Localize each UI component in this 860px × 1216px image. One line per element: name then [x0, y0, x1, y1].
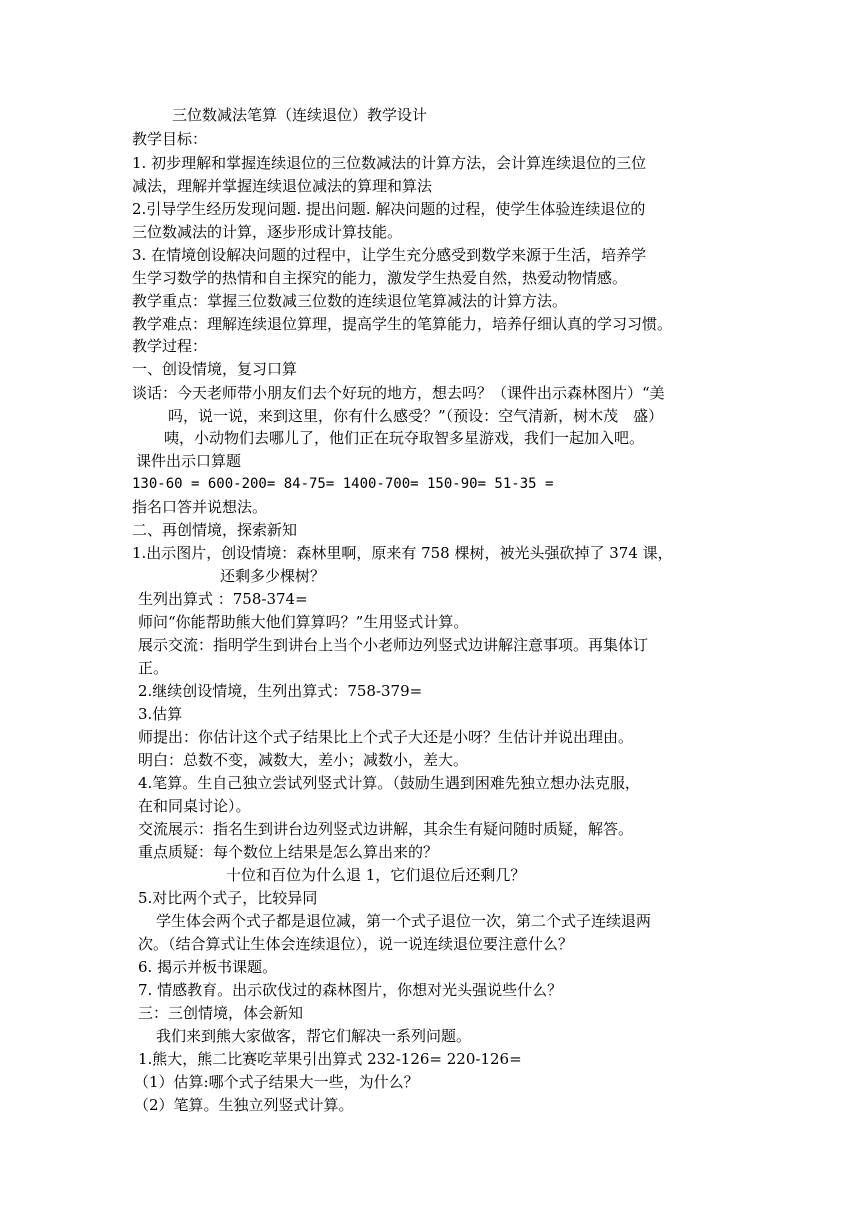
text-line: 交流展示：指名生到讲台边列竖式边讲解，其余生有疑问随时质疑，解答。 — [138, 820, 634, 838]
text-line: （2）笔算。生独立列竖式计算。 — [134, 1096, 354, 1114]
text-line: 1.熊大，熊二比赛吃苹果引出算式 232-126= 220-126= — [138, 1050, 522, 1068]
text-line: 重点质疑：每个数位上结果是怎么算出来的？ — [138, 843, 439, 861]
text-line: 教学难点：理解连续退位算理，提高学生的笔算能力，培养仔细认真的学习习惯。 — [132, 315, 673, 333]
text-line: 教学过程： — [132, 337, 208, 355]
text-line: 2.继续创设情境，生列出算式：758-379= — [138, 682, 423, 700]
text-line: 次。（结合算式让生体会连续退位），说一说连续退位要注意什么？ — [138, 935, 574, 953]
text-line: 师提出：你估计这个式子结果比上个式子大还是小呀？生估计并说出理由。 — [138, 728, 634, 746]
text-line: 3. 在情境创设解决问题的过程中，让学生充分感受到数学来源于生活，培养学 — [132, 246, 647, 264]
text-line: 十位和百位为什么退 1，它们退位后还剩几？ — [226, 866, 526, 884]
text-line: 课件出示口算题 — [136, 452, 242, 470]
text-line: 谈话：今天老师带小朋友们去个好玩的地方，想去吗？（课件出示森林图片）“美 — [132, 384, 665, 402]
text-line: 生学习数学的热情和自主探究的能力，激发学生热爱自然，热爱动物情感。 — [132, 269, 628, 287]
text-line: 咦，小动物们去哪儿了，他们正在玩夺取智多星游戏，我们一起加入吧。 — [164, 429, 645, 447]
section-heading: 二、再创情境，探索新知 — [132, 521, 298, 539]
section-heading: 一、创设情境，复习口算 — [132, 360, 298, 378]
oral-arithmetic-problems: 130-60 = 600-200= 84-75= 1400-700= 150-90= 51-35 = — [132, 476, 554, 492]
text-line: 展示交流：指明学生到讲台上当个小老师边列竖式边讲解注意事项。再集体订 — [138, 636, 649, 654]
text-line: 6. 揭示并板书课题。 — [138, 958, 278, 976]
text-line: 明白：总数不变，减数大，差小；减数小，差大。 — [138, 751, 469, 769]
text-line: 师问“你能帮助熊大他们算算吗？”生用竖式计算。 — [138, 613, 469, 631]
text-line: 2.引导学生经历发现问题. 提出问题. 解决问题的过程，使学生体验连续退位的 — [132, 200, 646, 218]
text-line: 我们来到熊大家做客，帮它们解决一系列问题。 — [156, 1027, 472, 1045]
section-heading: 三：三创情境，体会新知 — [138, 1004, 304, 1022]
text-line: 指名口答并说想法。 — [132, 498, 268, 516]
text-line: （1）估算:哪个式子结果大一些，为什么？ — [134, 1073, 419, 1091]
document-title: 三位数减法笔算（连续退位）教学设计 — [172, 106, 428, 124]
text-line: 教学目标： — [132, 130, 208, 148]
text-line: 还剩多少棵树？ — [220, 567, 326, 585]
text-line: 7. 情感教育。出示砍伐过的森林图片，你想对光头强说些什么？ — [138, 981, 563, 999]
text-line: 3.估算 — [138, 705, 183, 723]
text-line: 吗，说一说，来到这里，你有什么感受？”（预设：空气清新，树木茂 盛） — [168, 407, 664, 425]
text-line: 教学重点：掌握三位数减三位数的连续退位笔算减法的计算方法。 — [132, 292, 568, 310]
text-line: 三位数减法的计算，逐步形成计算技能。 — [132, 223, 403, 241]
text-line: 生列出算式 ：758-374= — [138, 590, 308, 608]
text-line: 1.出示图片，创设情境：森林里啊，原来有 758 棵树，被光头强砍掉了 374 课， — [132, 544, 673, 562]
text-line: 减法，理解并掌握连续退位减法的算理和算法 — [132, 177, 433, 195]
text-line: 5.对比两个式子，比较异同 — [138, 889, 318, 907]
text-line: 1. 初步理解和掌握连续退位的三位数减法的计算方法，会计算连续退位的三位 — [132, 154, 647, 172]
text-line: 4.笔算。生自己独立尝试列竖式计算。（鼓励生遇到困难先独立想办法克服， — [138, 774, 640, 792]
text-line: 学生体会两个式子都是退位减，第一个式子退位一次，第二个式子连续退两 — [156, 912, 652, 930]
text-line: 正。 — [138, 659, 169, 677]
text-line: 在和同桌讨论）。 — [138, 797, 251, 815]
